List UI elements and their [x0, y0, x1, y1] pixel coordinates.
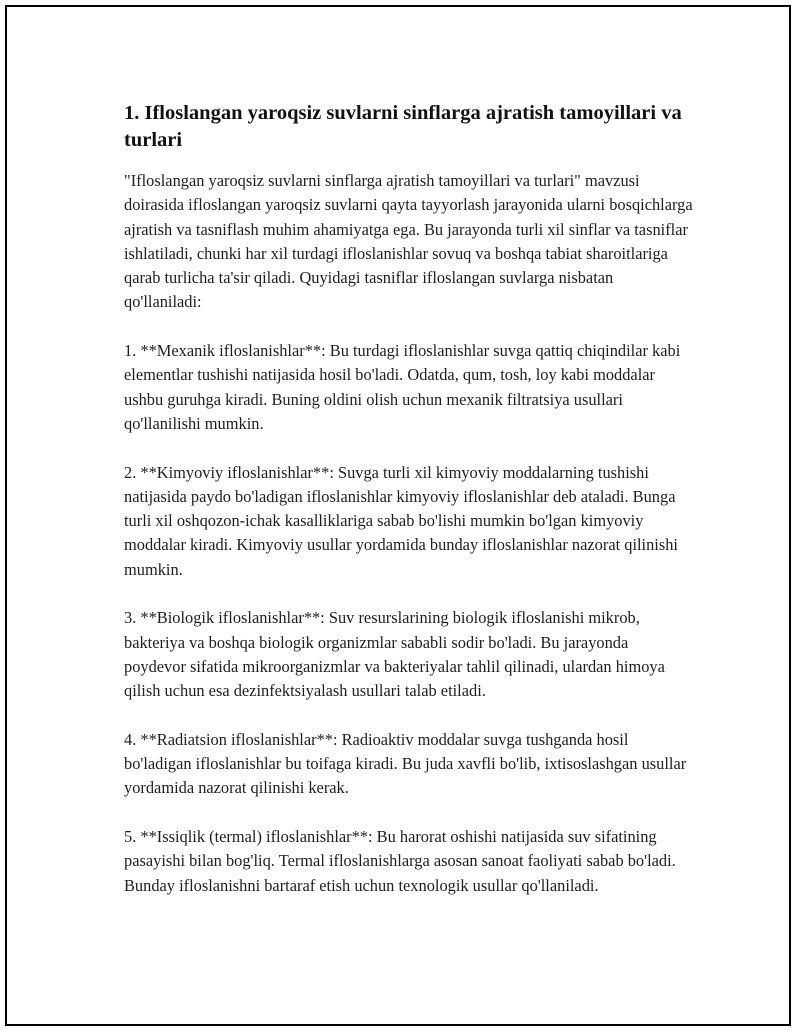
- list-item-chemical: 2. **Kimyoviy ifloslanishlar**: Suvga turli xil kimyoviy moddalarning tushishi natijasida paydo bo'ladigan ifloslanishlar kimyoviy ifloslanishlar deb ataladi. Bunga turli xil oshqozon-ichak kasalliklariga sabab bo'lishi mumkin bo'lgan kimyoviy moddalar kiradi. Kimyoviy usullar yordamida bunday ifloslanishlar nazorat qilinishi mumkin.: [124, 462, 678, 579]
- list-item-mechanical: 1. **Mexanik ifloslanishlar**: Bu turdagi ifloslanishlar suvga qattiq chiqindilar kabi elementlar tushishi natijasida hosil bo'ladi. Odatda, qum, tosh, loy kabi moddalar ushbu guruhga kiradi. Buning oldini olish uchun mexanik filtratsiya usullari qo'llanilishi mumkin.: [124, 341, 681, 433]
- document-body: [124, 100, 694, 898]
- list-item-thermal: 5. **Issiqlik (termal) ifloslanishlar**: Bu harorat oshishi natijasida suv sifatining pasayishi bilan bog'liq. Termal ifloslanishlarga asosan sanoat faoliyati sabab bo'ladi. Bunday ifloslanishni bartaraf etish uchun texnologik usullar qo'llaniladi.: [124, 827, 676, 895]
- list-item-radiation: 4. **Radiatsion ifloslanishlar**: Radioaktiv moddalar suvga tushganda hosil bo'ladigan ifloslanishlar bu toifaga kiradi. Bu juda xavfli bo'lib, ixtisoslashgan usullar yordamida nazorat qilinishi kerak.: [124, 729, 687, 798]
- intro-paragraph: "Ifloslangan yaroqsiz suvlarni sinflarga ajratish tamoyillari va turlari" mavzusi doirasida ifloslangan yaroqsiz suvlarni qayta tayyorlash jarayonida ularni bosqichlarga ajratish va tasniflash muhim ahamiyatga ega. Bu jarayonda turli xil sinflar va tasniflar ishlatiladi, chunki har xil turdagi ifloslanishlar sovuq va boshqa tabiat sharoitlariga qarab turlicha ta'sir qiladi. Quyidagi tasniflar ifloslangan suvlarga nisbatan qo'llaniladi:: [124, 171, 693, 312]
- list-item-biological: 3. **Biologik ifloslanishlar**: Suv resurslarining biologik ifloslanishi mikrob, bakteriya va boshqa biologik organizmlar sababli sodir bo'ladi. Bu jarayonda poydevor sifatida mikroorganizmlar va bakteriyalar tahlil qilinadi, ulardan himoya qilish uchun esa dezinfektsiyalash usullari talab etiladi.: [124, 608, 665, 701]
- page-frame: [5, 5, 791, 1026]
- section-heading: 1. Ifloslangan yaroqsiz suvlarni sinflarga ajratish tamoyillari va turlari: [124, 102, 682, 151]
